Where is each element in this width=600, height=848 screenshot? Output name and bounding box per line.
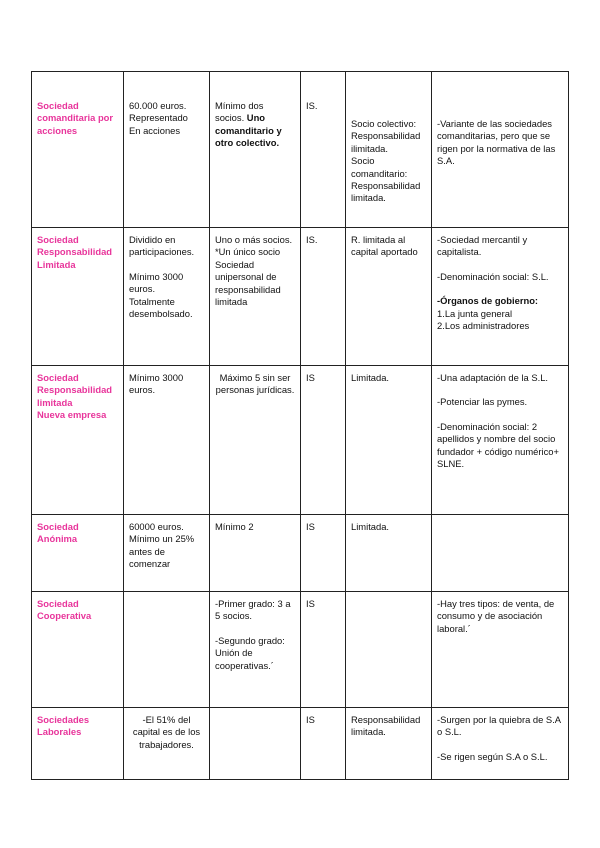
capital-text: Mínimo 3000 euros. — [129, 372, 184, 396]
company-type-cell — [32, 72, 124, 228]
notes-text: -Se rigen según S.A o S.L. — [437, 750, 548, 762]
tax-text: IS. — [306, 100, 318, 111]
partners-text: Mínimo 2 — [215, 521, 254, 532]
capital-cell — [124, 708, 210, 780]
company-type-cell — [32, 592, 124, 708]
table-row — [32, 366, 569, 515]
table-row — [32, 72, 569, 228]
company-type-label: Sociedad Anónima — [37, 521, 79, 545]
societies-table — [31, 71, 569, 780]
partners-cell — [210, 366, 301, 515]
governance-heading: -Órganos de gobierno: — [437, 295, 539, 307]
tax-text: IS — [306, 372, 315, 383]
liability-cell — [346, 366, 432, 515]
capital-cell — [124, 72, 210, 228]
table-row — [32, 708, 569, 780]
table-row — [32, 228, 569, 366]
company-type-label: Sociedad Responsabilidad limitada Nueva empresa — [37, 372, 113, 421]
company-type-cell — [32, 708, 124, 780]
table-row — [32, 592, 569, 708]
company-type-cell — [32, 228, 124, 366]
tax-text: IS. — [306, 234, 318, 245]
partners-cell — [210, 72, 301, 228]
notes-text: 1.La junta general 2.Los administradores — [437, 307, 530, 332]
capital-text: 60000 euros. Mínimo un 25% antes de comenzar — [129, 521, 195, 570]
notes-text: -Denominación social: 2 apellidos y nombre del socio fundador + código numérico+ SLNE. — [437, 420, 559, 470]
liability-cell — [346, 228, 432, 366]
liability-text: R. limitada al capital aportado — [351, 234, 418, 258]
company-type-label: Sociedad Responsabilidad Limitada — [37, 234, 113, 270]
tax-cell — [301, 592, 346, 708]
capital-cell — [124, 592, 210, 708]
table-row — [32, 515, 569, 592]
liability-cell — [346, 592, 432, 708]
capital-cell — [124, 366, 210, 515]
notes-text: -Sociedad mercantil y capitalista. — [437, 234, 528, 258]
partners-text: -Segundo grado: Unión de cooperativas.´ — [215, 634, 285, 671]
liability-cell — [346, 708, 432, 780]
notes-text: -Variante de las sociedades comanditarias, pero que se rigen por la normativa de las S.A. — [437, 118, 556, 167]
company-type-cell — [32, 515, 124, 592]
notes-text: -Surgen por la quiebra de S.A o S.L. — [437, 714, 561, 738]
company-type-cell — [32, 366, 124, 515]
partners-plain: Mínimo dos socios. — [215, 100, 264, 124]
capital-cell — [124, 228, 210, 366]
tax-cell — [301, 72, 346, 228]
tax-text: IS — [306, 521, 315, 532]
tax-text: IS — [306, 598, 315, 609]
notes-text: -Una adaptación de la S.L. — [437, 372, 549, 383]
liability-cell — [346, 72, 432, 228]
partners-cell — [210, 515, 301, 592]
tax-cell — [301, 228, 346, 366]
partners-text — [215, 100, 295, 150]
capital-text: 60.000 euros. Representado En acciones — [129, 100, 188, 136]
notes-cell — [432, 228, 569, 366]
liability-text: Socio colectivo: Responsabilidad ilimitada. Socio comanditario: Responsabilidad limitada. — [351, 118, 421, 204]
partners-cell — [210, 708, 301, 780]
notes-text: -Hay tres tipos: de venta, de consumo y de asociación laboral.´ — [437, 598, 555, 634]
capital-text: Dividido en participaciones. — [129, 234, 195, 258]
tax-cell — [301, 708, 346, 780]
partners-text: Máximo 5 sin ser personas jurídicas. — [215, 372, 295, 396]
notes-text: -Denominación social: S.L. — [437, 270, 549, 282]
notes-text — [437, 295, 563, 307]
partners-text: -Primer grado: 3 a 5 socios. — [215, 598, 291, 622]
notes-cell — [432, 515, 569, 592]
capital-text: Mínimo 3000 euros. Totalmente desembolsado. — [129, 270, 193, 320]
notes-cell — [432, 592, 569, 708]
liability-cell — [346, 515, 432, 592]
notes-text: -Potenciar las pymes. — [437, 396, 528, 408]
tax-cell — [301, 366, 346, 515]
tax-text: IS — [306, 714, 315, 725]
liability-text: Responsabilidad limitada. — [351, 714, 421, 738]
tax-cell — [301, 515, 346, 592]
notes-cell — [432, 708, 569, 780]
partners-text: Uno o más socios. *Un único socio Sociedad unipersonal de responsabilidad limitada — [215, 234, 293, 308]
liability-text: Limitada. — [351, 521, 390, 532]
partners-cell — [210, 592, 301, 708]
capital-text: -El 51% del capital es de los trabajadores. — [132, 714, 201, 750]
liability-text: Limitada. — [351, 372, 390, 383]
company-type-label: Sociedad comanditaria por acciones — [37, 100, 114, 136]
partners-cell — [210, 228, 301, 366]
capital-cell — [124, 515, 210, 592]
company-type-label: Sociedad Cooperativa — [37, 598, 92, 622]
partners-bold: Uno comanditario y otro colectivo. — [215, 112, 282, 149]
notes-cell — [432, 366, 569, 515]
notes-cell — [432, 72, 569, 228]
company-type-label: Sociedades Laborales — [37, 714, 90, 738]
